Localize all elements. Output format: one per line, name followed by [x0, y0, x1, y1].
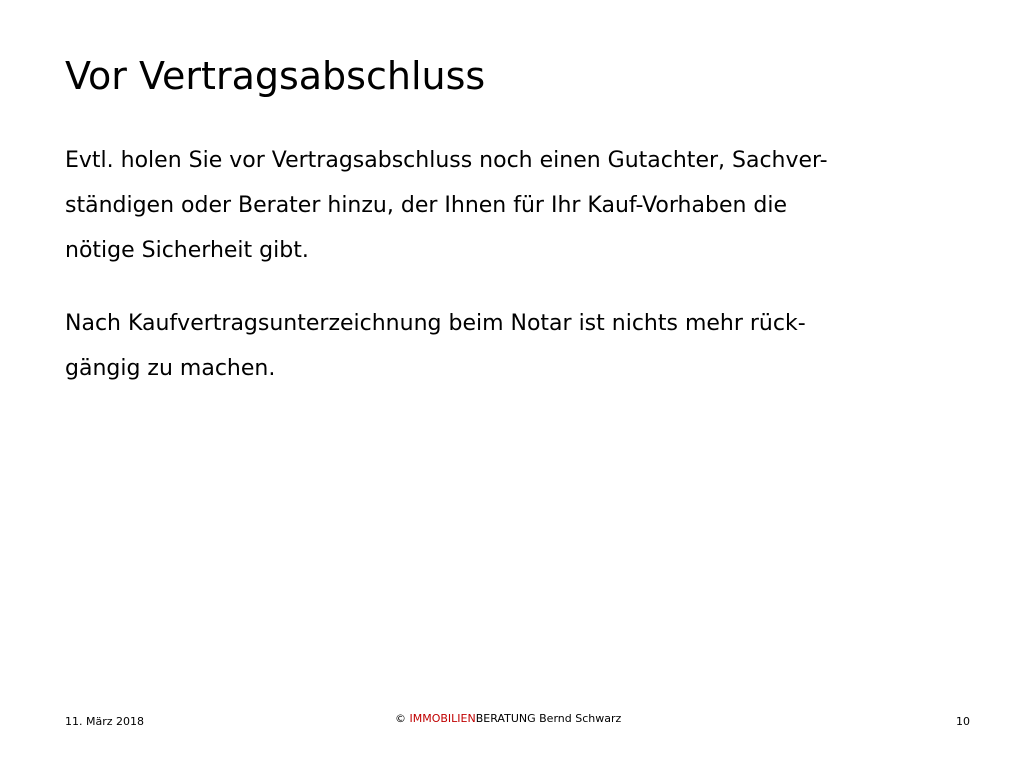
paragraph-line: ständigen oder Berater hinzu, der Ihnen für Ihr Kauf-Vorhaben die: [65, 193, 788, 218]
brand-name-red: IMMOBILIEN: [409, 712, 476, 725]
author-name: Bernd Schwarz: [539, 712, 622, 725]
paragraph-line: nötige Sicherheit gibt.: [65, 238, 309, 263]
slide-title: Vor Vertragsabschluss: [65, 54, 486, 98]
footer-date: 11. März 2018: [65, 715, 145, 728]
paragraph-line: Evtl. holen Sie vor Vertragsabschluss noch einen Gutachter, Sachver-: [65, 148, 828, 173]
page-number: 10: [956, 715, 970, 728]
brand-name-rest: BERATUNG: [475, 712, 536, 725]
paragraph-line: Nach Kaufvertragsunterzeichnung beim Notar ist nichts mehr rück-: [65, 311, 806, 336]
paragraph-2: [65, 301, 965, 391]
footer-copyright: [395, 711, 621, 727]
paragraph-line: gängig zu machen.: [65, 356, 276, 381]
paragraph-1: [65, 138, 965, 273]
slide-body: [65, 138, 965, 419]
copyright-symbol: ©: [395, 712, 406, 725]
